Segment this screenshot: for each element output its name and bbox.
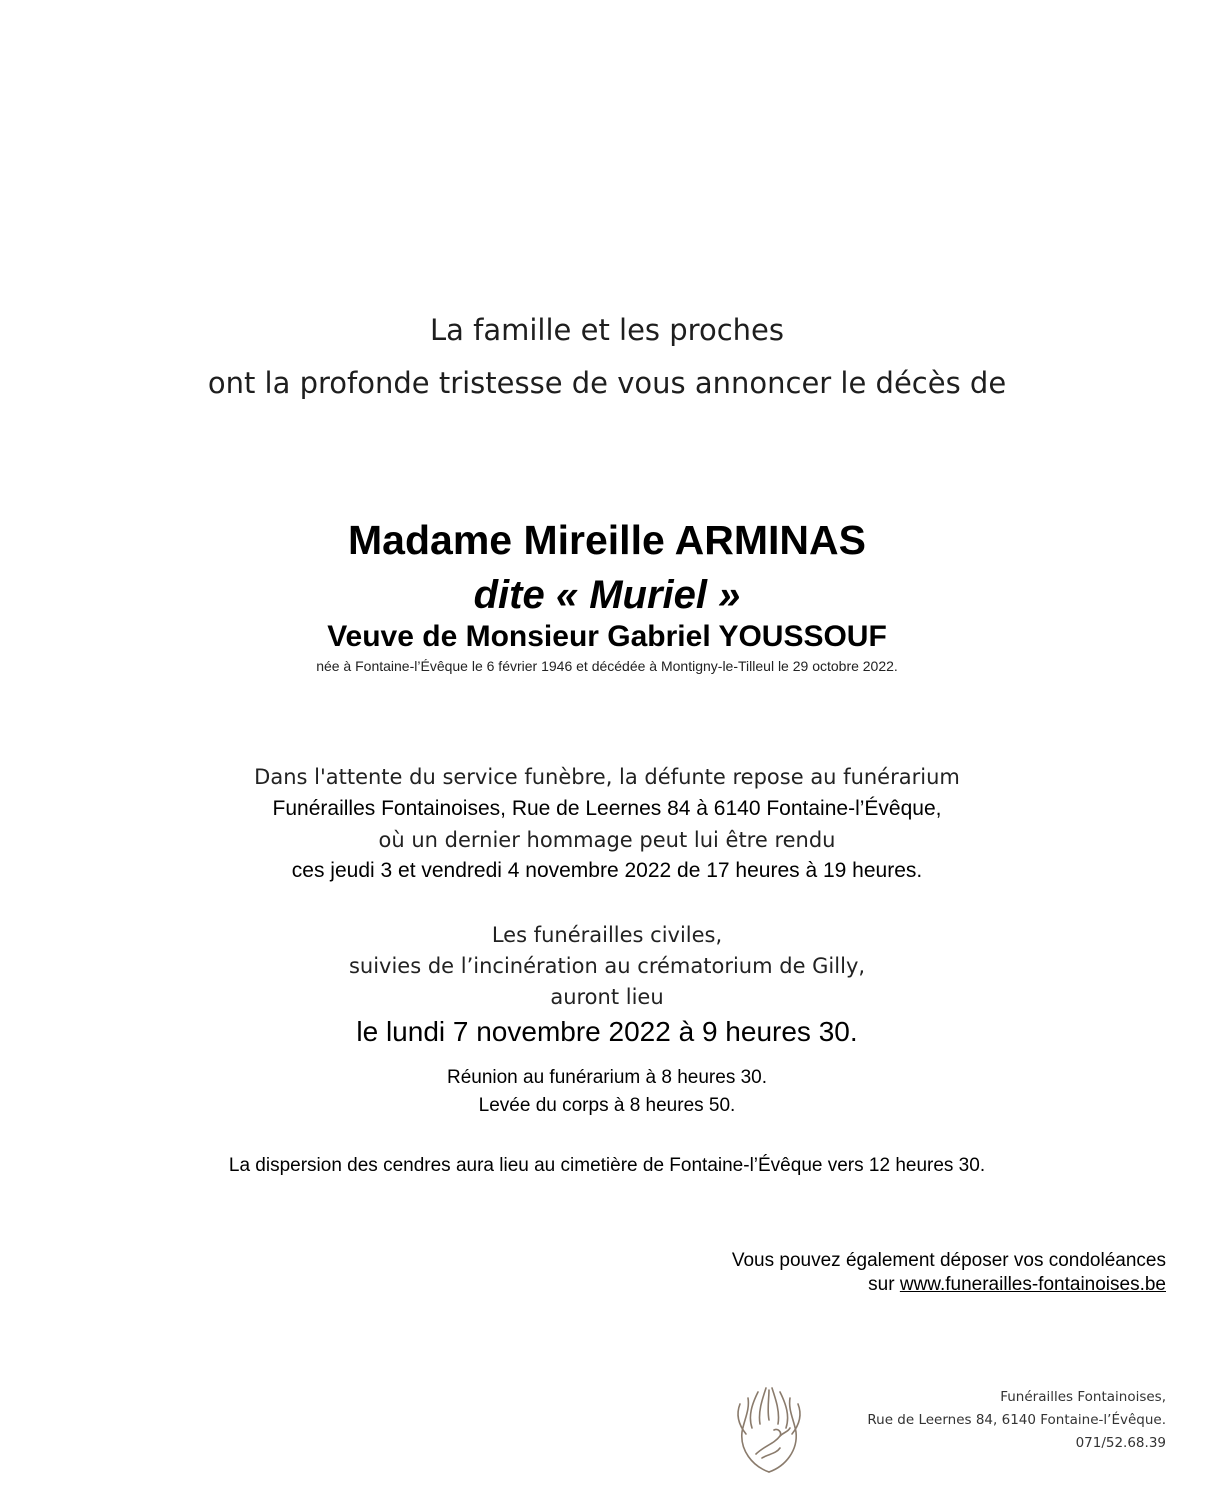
- widow-of: Veuve de Monsieur Gabriel YOUSSOUF: [327, 620, 887, 653]
- intro-line-1: La famille et les proches: [430, 313, 784, 347]
- funeral-departure: Levée du corps à 8 heures 50.: [478, 1095, 736, 1116]
- funeral-date: le lundi 7 novembre 2022 à 9 heures 30.: [356, 1016, 858, 1047]
- funeral-meeting: Réunion au funérarium à 8 heures 30.: [446, 1067, 768, 1088]
- visitation-line-3: où un dernier hommage peut lui être rendu: [378, 828, 836, 852]
- footer-address: [867, 1386, 1166, 1455]
- visitation-line-2: Funérailles Fontainoises, Rue de Leernes 84 à 6140 Fontaine-l’Évêque,: [272, 797, 942, 820]
- visitation-line-4: ces jeudi 3 et vendredi 4 novembre 2022 de 17 heures à 19 heures.: [291, 859, 923, 882]
- footer-phone: 071/52.68.39: [1075, 1435, 1166, 1451]
- footer-street: Rue de Leernes 84, 6140 Fontaine-l’Évêque.: [867, 1412, 1166, 1428]
- birth-death-dates: née à Fontaine-l’Évêque le 6 février 1946 et décédée à Montigny-le-Tilleul le 29 octobre 2022.: [316, 658, 898, 674]
- intro-line-2: ont la profonde tristesse de vous annoncer le décès de: [207, 366, 1007, 400]
- deceased-name: Madame Mireille ARMINAS: [348, 517, 866, 563]
- funeral-dispersion: La dispersion des cendres aura lieu au cimetière de Fontaine-l’Évêque vers 12 heures 30.: [228, 1155, 986, 1176]
- deceased-nickname: dite « Muriel »: [473, 573, 741, 617]
- funeral-line-2: suivies de l’incinération au crématorium de Gilly,: [348, 954, 866, 978]
- condolences-line-2: [868, 1274, 1166, 1296]
- funeral-line-3: auront lieu: [550, 985, 664, 1009]
- website-link[interactable]: www.funerailles-fontainoises.be: [899, 1274, 1166, 1295]
- funeral-line-1: Les funérailles civiles,: [491, 923, 723, 947]
- condolences-line-1: Vous pouvez également déposer vos condoléances: [731, 1250, 1166, 1271]
- visitation-line-1: Dans l'attente du service funèbre, la défunte repose au funérarium: [254, 765, 960, 789]
- footer-company: Funérailles Fontainoises,: [1000, 1389, 1166, 1405]
- condolences-prefix: sur: [868, 1274, 900, 1295]
- flame-bird-logo-icon: [722, 1384, 816, 1476]
